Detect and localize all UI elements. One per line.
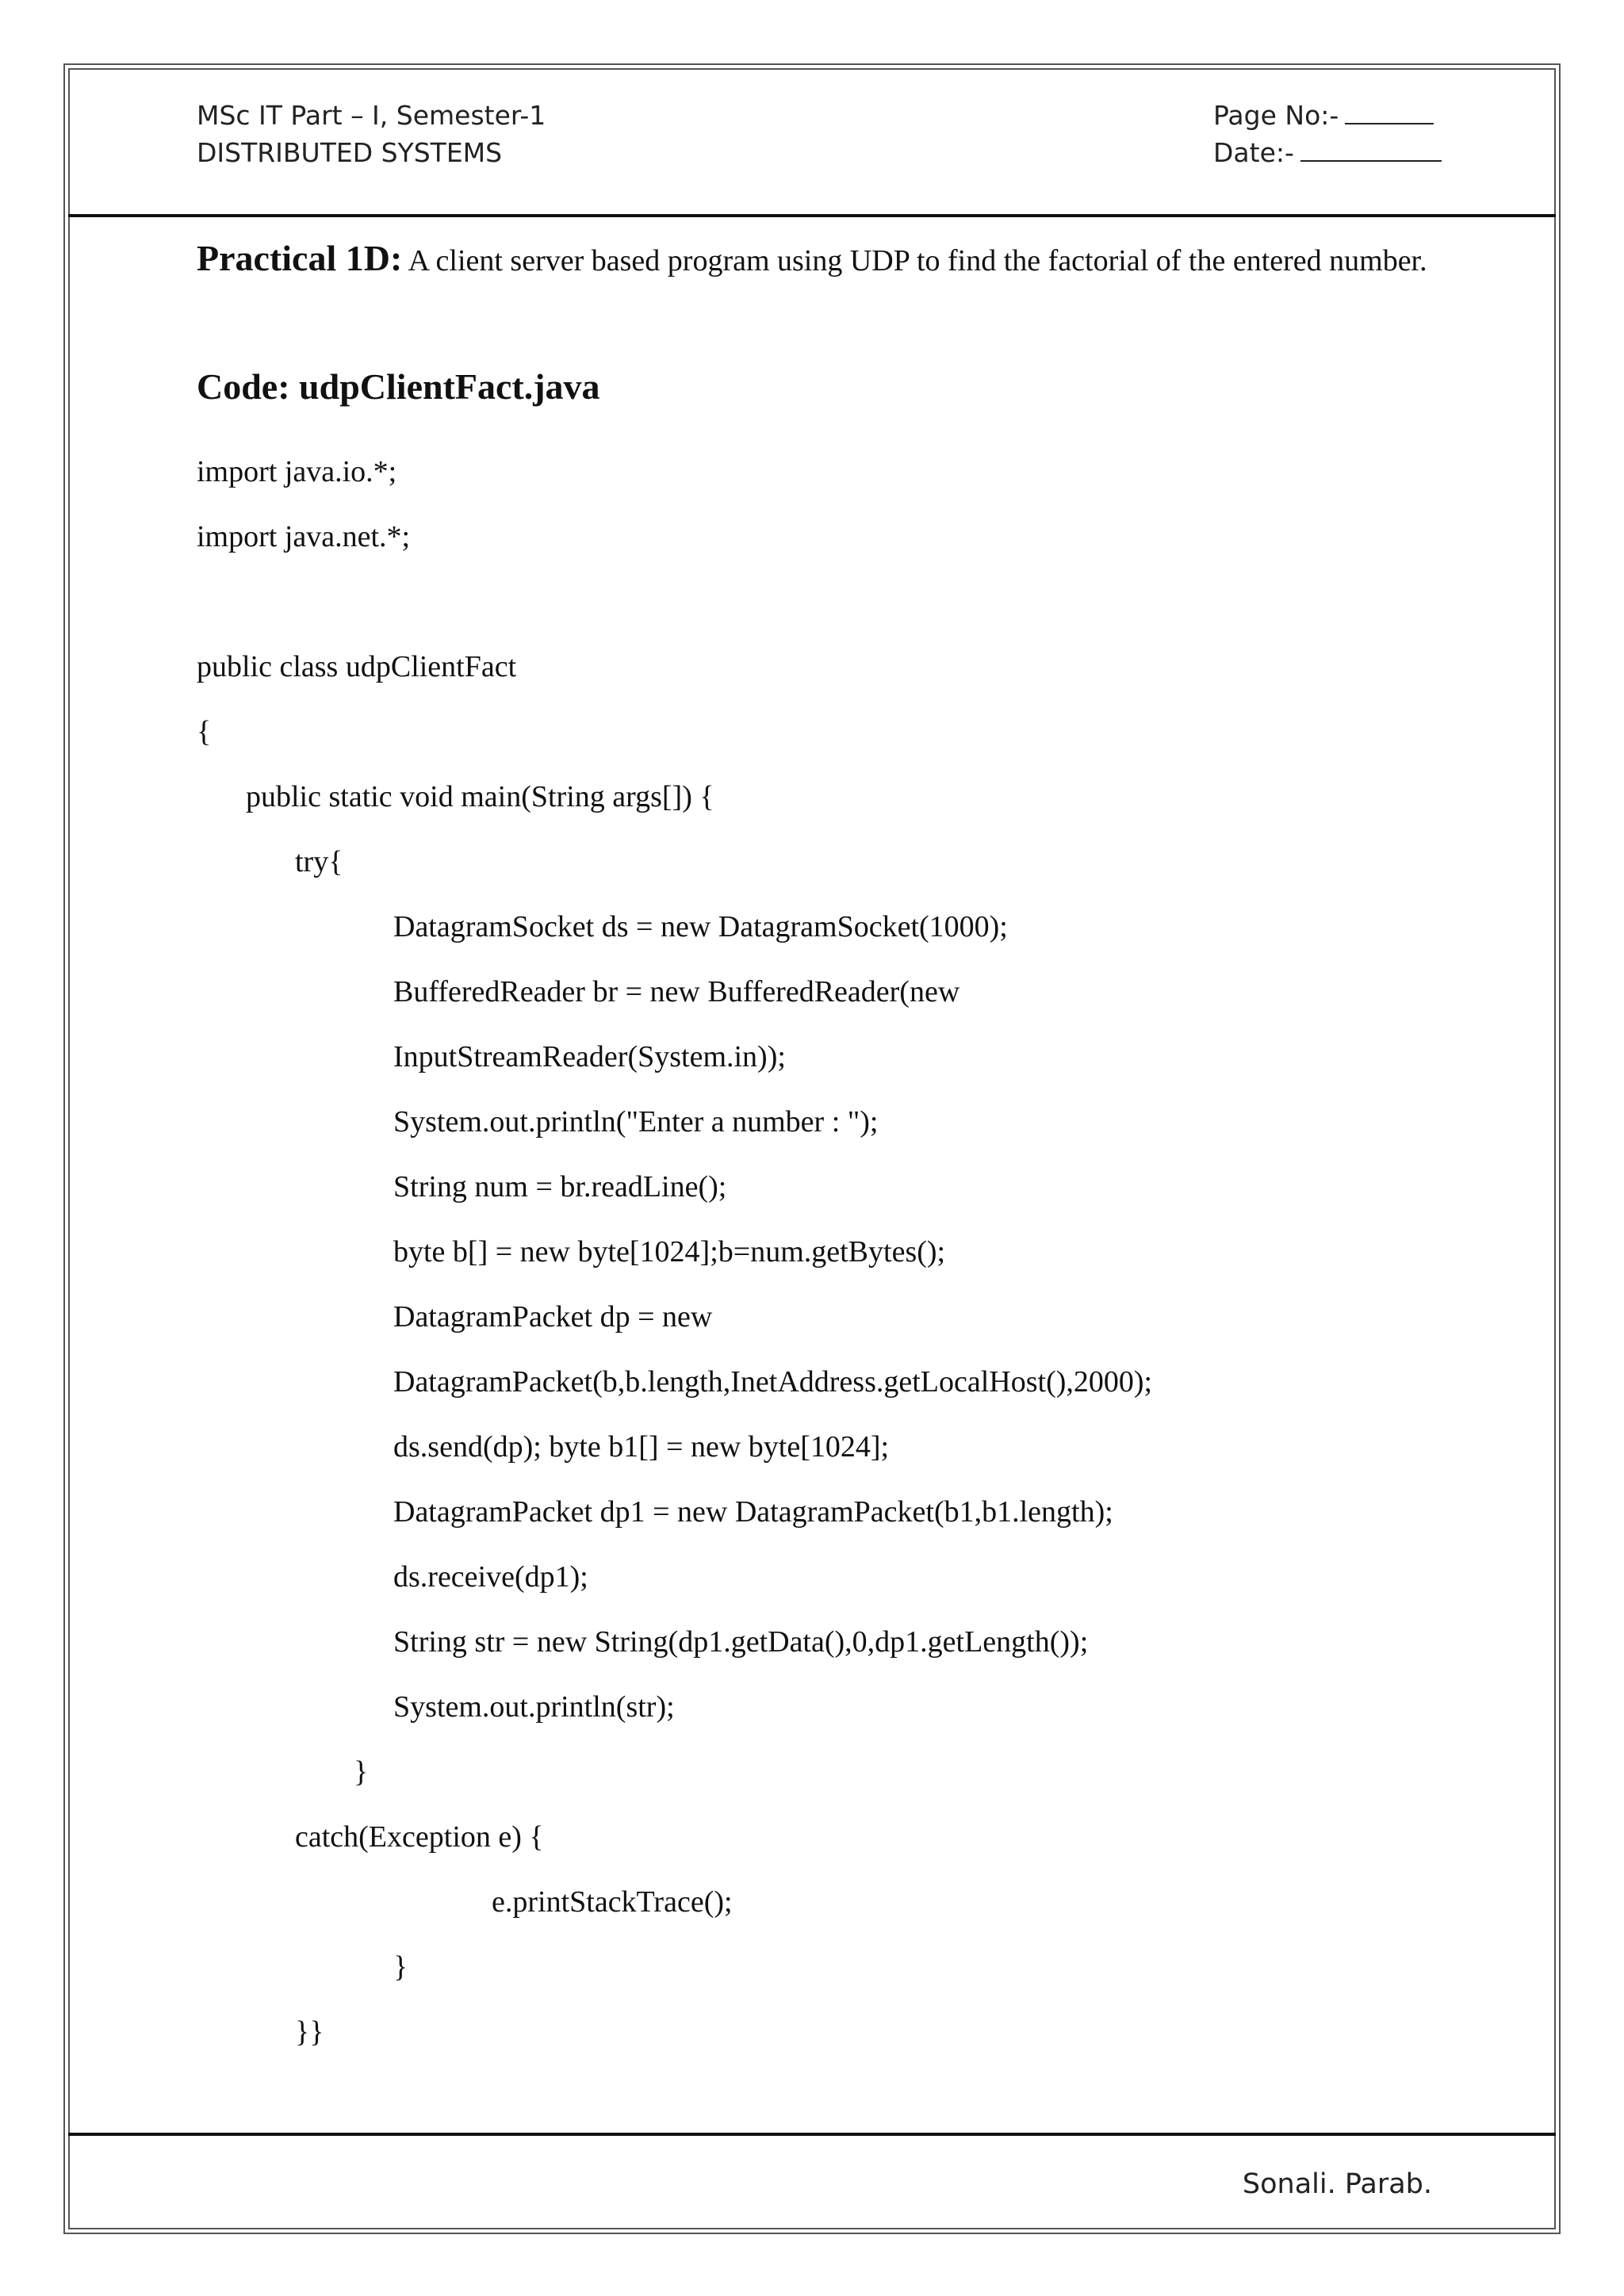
code-line: e.printStackTrace(); <box>492 1885 733 1919</box>
code-line: String num = br.readLine(); <box>393 1170 727 1203</box>
subject-title: DISTRIBUTED SYSTEMS <box>197 137 503 168</box>
code-line: import java.io.*; <box>197 455 397 488</box>
code-line: ds.receive(dp1); <box>393 1560 588 1594</box>
code-line: }} <box>295 2015 324 2049</box>
code-line: DatagramPacket dp1 = new DatagramPacket(b1,b1.length); <box>393 1495 1113 1529</box>
code-line: } <box>354 1755 369 1789</box>
practical-description: A client server based program using UDP to find the factorial of the entered number. <box>402 244 1427 277</box>
code-line: BufferedReader br = new BufferedReader(new <box>393 975 960 1008</box>
code-line: public class udpClientFact <box>197 650 517 683</box>
date-label: Date:- <box>1213 137 1294 168</box>
code-title: Code: udpClientFact.java <box>197 366 600 407</box>
code-line: DatagramSocket ds = new DatagramSocket(1000); <box>393 910 1008 943</box>
practical-label: Practical 1D: <box>197 238 403 278</box>
page-number-field <box>1213 97 1442 134</box>
code-line: } <box>393 1950 408 1984</box>
date-blank <box>1300 136 1442 162</box>
practical-heading <box>197 239 1434 280</box>
page-number-label: Page No:- <box>1213 100 1339 131</box>
code-line: catch(Exception e) { <box>295 1820 544 1854</box>
date-field <box>1213 134 1442 171</box>
code-line: import java.net.*; <box>197 520 411 553</box>
page-number-blank <box>1345 99 1434 124</box>
code-line: try{ <box>295 845 343 878</box>
code-line: DatagramPacket(b,b.length,InetAddress.getLocalHost(),2000); <box>393 1365 1153 1399</box>
header-divider <box>68 214 1556 217</box>
header-left <box>197 97 546 171</box>
code-line: { <box>197 715 212 748</box>
footer-divider <box>68 2133 1556 2136</box>
code-line: public static void main(String args[]) { <box>246 780 714 813</box>
code-line: ds.send(dp); byte b1[] = new byte[1024]; <box>393 1430 890 1464</box>
course-title: MSc IT Part – I, Semester-1 <box>197 100 546 131</box>
footer-author: Sonali. Parab. <box>1242 2168 1432 2200</box>
header-right <box>1213 97 1442 171</box>
code-line: System.out.println("Enter a number : "); <box>393 1105 879 1138</box>
code-line: InputStreamReader(System.in)); <box>393 1040 786 1073</box>
code-line: System.out.println(str); <box>393 1690 675 1724</box>
code-line: String str = new String(dp1.getData(),0,dp1.getLength()); <box>393 1625 1089 1659</box>
code-line: DatagramPacket dp = new <box>393 1300 713 1334</box>
code-line: byte b[] = new byte[1024];b=num.getBytes(); <box>393 1235 946 1269</box>
